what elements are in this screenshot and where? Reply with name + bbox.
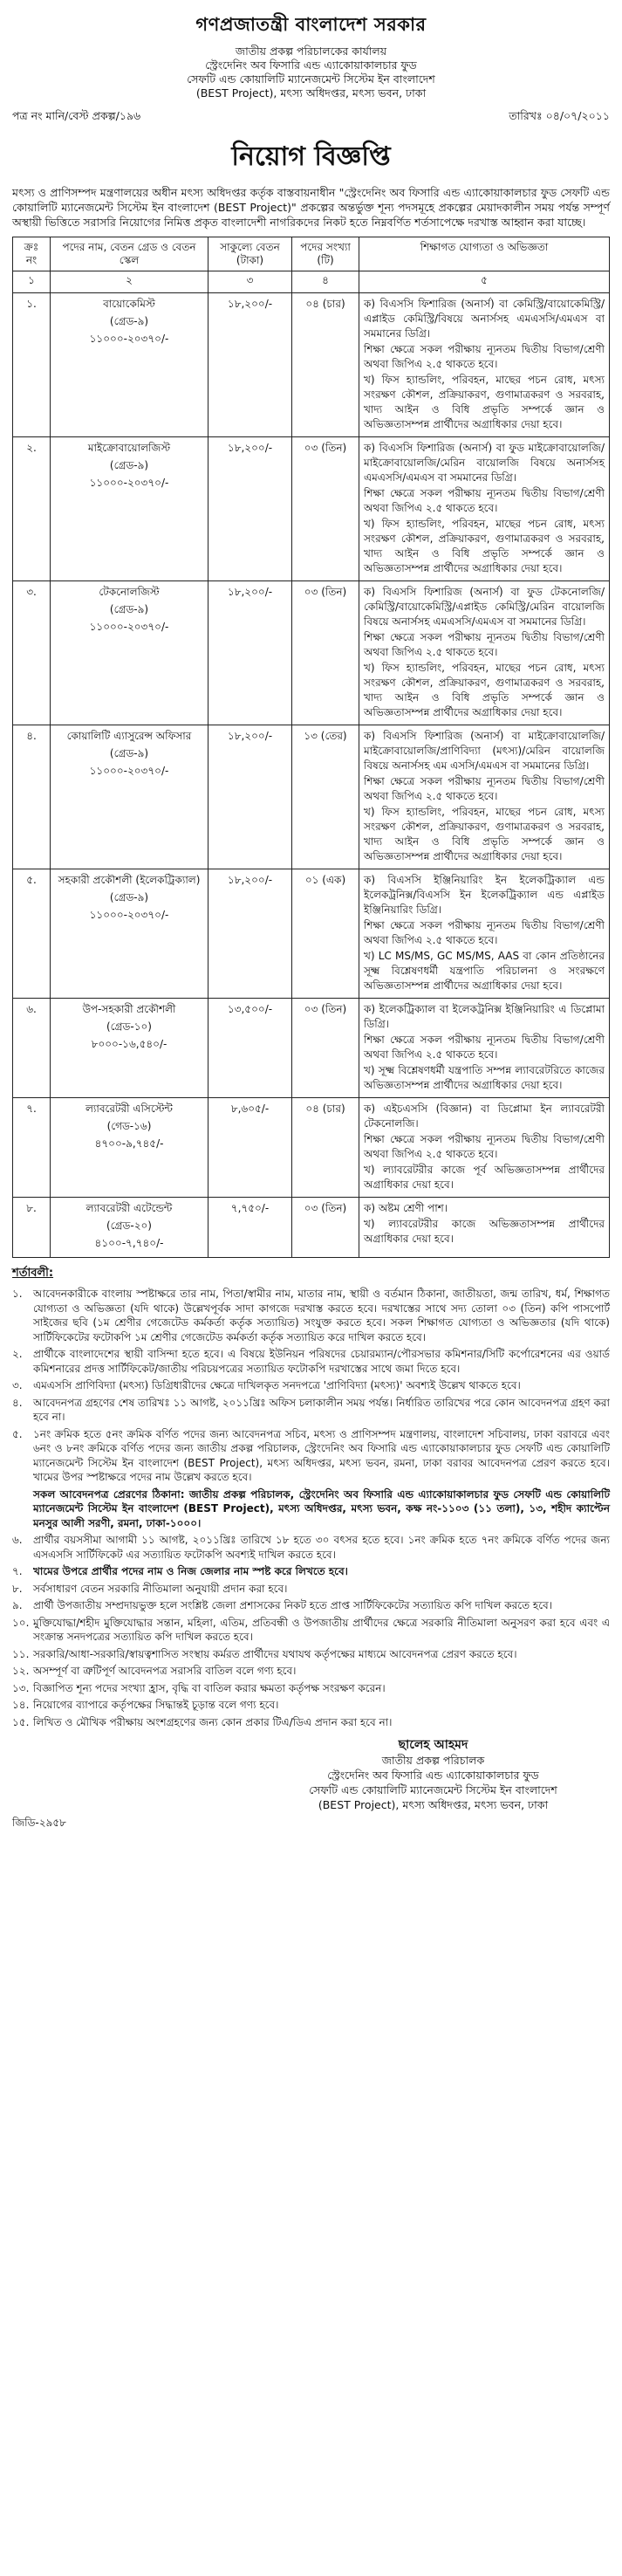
project-line-1: স্ট্রেংদেনিং অব ফিসারি এন্ড এ্যাকোয়াকালচার ফুড [205,58,417,72]
post-grade: (গ্রেড-২০) [106,1219,152,1232]
qualification-line: খ) ফিস হ্যান্ডলিং, পরিবহন, মাছের পচন রোধ, মৎস্য সংরক্ষণ কৌশল, প্রক্রিয়াকরণ, গুণামাত্রকরণ ও সরবরাহ, খাদ্য আইন ও বিধি প্রভৃতি সম্পর্কে জ্ঞান ও অভিজ্ঞতাসম্পন্ন প্রার্থীদের অগ্রাধিকার দেয়া হবে। [364,806,605,862]
term-item [12,1378,610,1393]
post-grade: (গ্রেড-৯) [109,891,149,903]
qualification-line: শিক্ষা ক্ষেত্রে সকল পরীক্ষায় ন্যূনতম দ্বিতীয় বিভাগ/শ্রেণী অথবা জিপিএ ২.৫ থাকতে হবে। [364,487,605,514]
term-text: প্রার্থীকে বাংলাদেশের স্থায়ী বাসিন্দা হতে হবে। এ বিষয়ে ইউনিয়ন পরিষদের চেয়ারম্যান/পৌরসভার কমিশনার/সিটি কর্পোরেশনের এর ওয়ার্ড কমিশনারের প্রদত্ত সার্টিফিকেট/জাতীয় পরিচয়পত্রের সত্যায়িত ফটোকপি দরখাস্তের সাথে জমা দিতে হবে। [33,1348,610,1375]
qualification-line: খ) ল্যাবরেটরীর কাজে অভিজ্ঞতাসম্পন্ন প্রার্থীদের অগ্রাধিকার দেয়া হবে। [364,1218,605,1245]
post-post: টেকনোলজিস্ট [99,586,160,598]
qualification-line: শিক্ষা ক্ষেত্রে সকল পরীক্ষায় ন্যূনতম দ্বিতীয় বিভাগ/শ্রেণী অথবা জিপিএ ২.৫ থাকতে হবে। [364,1034,605,1061]
serial-cell: ১. [13,293,51,437]
post-grade: (গ্রেড-৯) [109,315,149,327]
post-cell [51,581,208,725]
count-cell: ০৩ (তিন) [292,437,359,581]
table-header-row [13,237,610,271]
post-cell [51,725,208,869]
col-num: ৫ [359,271,610,293]
signatory-name: ছালেহ আহমদ [398,1738,468,1752]
term-item [12,1347,610,1376]
qualification-cell [359,869,610,999]
table-row [13,725,610,869]
table-row [13,1198,610,1258]
term-number: ২. [12,1348,23,1360]
memo-date: তারিখঃ ০৪/০৭/২০১১ [509,109,610,122]
intro-paragraph: মৎস্য ও প্রাণিসম্পদ মন্ত্রণালয়ের অধীন মৎস্য অধিদপ্তর কর্তৃক বাস্তবায়নাধীন "স্ট্রেংদেনিং অব ফিসারি এন্ড এ্যাকোয়াকালচার ফুড সেফটি এন্ড কোয়ালিটি ম্যানেজমেন্ট সিস্টেম ইন বাংলাদেশ (BEST Project)" প্রকল্পের অন্তর্ভুক্ত শূন্য পদসমূহে প্রকল্পের মেয়াদকালীন সময় পর্যন্ত সম্পূর্ণ অস্থায়ী ভিত্তিতে সরাসরি নিয়োগের নিমিত্ত প্রকৃত বাংলাদেশী নাগরিকদের নিকট হতে নিম্নবর্ণিত শর্তসাপেক্ষে দরখাস্ত আহ্বান করা যাচ্ছে। [12,186,610,229]
qualification-line: ক) বিএসসি ফিশারিজ (অনার্স) বা মাইক্রোবায়োলজি/মাইক্রোবায়োলজি/প্রাণিবিদ্যা (মৎস্য)/মেরিন বায়োলজি বিষয়ে অনার্সসহ এম এসসি/এমএস বা সমমানের ডিগ্রি। [364,730,605,772]
term-item [12,1533,610,1562]
term-number: ৮. [12,1582,23,1595]
qualification-line: ক) বিএসসি ফিশারিজ (অনার্স) বা ফুড মাইক্রোবায়োলজি/মাইক্রোবায়োলজি/মেরিন বায়োলজি বিষয়ে অনার্সসহ এমএসসি/এমএস বা সমমানের ডিগ্রি। [364,442,605,484]
term-text: সকল আবেদনপত্র প্রেরণের ঠিকানা: জাতীয় প্রকল্প পরিচালক, স্ট্রেংদেনিং অব ফিসারি এন্ড এ্যাকোয়াকালচার ফুড সেফটি এন্ড কোয়ালিটি ম্যানেজমেন্ট সিস্টেম ইন বাংলাদেশ (BEST Project), মৎস্য অধিদপ্তর, মৎস্য ভবন, কক্ষ নং-১১০৩ (১১ তলা), ১৩, শহীদ ক্যাপ্টেন মনসুর আলী সরণী, রমনা, ঢাকা-১০০০। [33,1487,610,1529]
post-cell [51,293,208,437]
signatory-line-1: স্ট্রেংদেনিং অব ফিসারি এন্ড এ্যাকোয়াকালচার ফুড [327,1769,539,1782]
post-post: উপ-সহকারী প্রকৌশলী [82,1003,176,1015]
salary-cell: ১৮,২০০/- [208,437,292,581]
qualification-cell [359,1198,610,1258]
memo-row [12,109,610,127]
qualification-line: খ) LC MS/MS, GC MS/MS, AAS বা কোন প্রতিষ্ঠানের সূক্ষ্ম বিশ্লেষণধর্মী যন্ত্রপাতি পরিচালনা ও সংরক্ষণে অভিজ্ঞতাসম্পন্ন প্রার্থীদের অগ্রাধিকার দেয়া হবে। [364,950,605,992]
post-cell [51,1098,208,1198]
term-number [12,1487,33,1531]
salary-cell: ৮,৬০৫/- [208,1098,292,1198]
notice-title: নিয়োগ বিজ্ঞপ্তি [231,141,391,172]
qualification-line: খ) ফিস হ্যান্ডলিং, পরিবহন, মাছের পচন রোধ, মৎস্য সংরক্ষণ কৌশল, প্রক্রিয়াকরণ, গুণামাত্রকরণ ও সরবরাহ, খাদ্য আইন ও বিধি প্রভৃতি সম্পর্কে জ্ঞান ও অভিজ্ঞতাসম্পন্ন প্রার্থীদের অগ্রাধিকার দেয়া হবে। [364,374,605,430]
post-scale: ১১০০০-২০৩৭০/- [89,333,169,345]
post-scale: ১১০০০-২০৩৭০/- [89,909,169,921]
post-grade: (গ্রেড-৯) [109,603,149,615]
qualification-line: ক) ইলেকট্রিক্যাল বা ইলেকট্রনিক্স ইঞ্জিনিয়ারিং এ ডিপ্লোমা ডিগ্রি। [364,1003,605,1030]
salary-cell: ১৮,২০০/- [208,293,292,437]
qualification-line: খ) ফিস হ্যান্ডলিং, পরিবহন, মাছের পচন রোধ, মৎস্য সংরক্ষণ কৌশল, প্রক্রিয়াকরণ, গুণামাত্রকরণ ও সরবরাহ, খাদ্য আইন ও বিধি প্রভৃতি সম্পর্কে জ্ঞান ও অভিজ্ঞতাসম্পন্ন প্রার্থীদের অগ্রাধিকার দেয়া হবে। [364,662,605,718]
post-cell [51,869,208,999]
term-number: ১৪. [12,1699,30,1711]
term-item [12,1715,610,1730]
post-cell [51,1198,208,1258]
post-post: কোয়ালিটি এ্যাসুরেন্স অফিসার [66,730,192,742]
term-text: প্রার্থী উপজাতীয় সম্প্রদায়ভুক্ত হলে সংশ্লিষ্ট জেলা প্রশাসকের নিকট হতে প্রাপ্ত সার্টিফিকেটের সত্যায়িত কপি দাখিল করতে হবে। [33,1599,553,1611]
term-number: ৩. [12,1379,23,1391]
salary-cell: ১৮,২০০/- [208,869,292,999]
term-item [12,1396,610,1425]
post-grade: (গ্রেড-১০) [106,1020,152,1033]
post-post: বায়োকেমিস্ট [103,298,155,310]
header-serial: ক্রঃ নং [13,237,51,271]
salary-cell: ১৮,২০০/- [208,581,292,725]
post-scale: ১১০০০-২০৩৭০/- [89,477,169,489]
header-post: পদের নাম, বেতন গ্রেড ও বেতন স্কেল [51,237,208,271]
term-number: ১১. [12,1647,30,1660]
term-text: ১নং ক্রমিক হতে ৫নং ক্রমিক বর্ণিত পদের জন্য আবেদনপত্র সচিব, মৎস্য ও প্রাণিসম্পদ মন্ত্রণালয়, বাংলাদেশ সচিবালয়, ঢাকা বরাবরে এবং ৬নং ও ৮নং ক্রমিকে বর্ণিত পদের জন্য জাতীয় প্রকল্প পরিচালক, স্ট্রেংদেনিং অব ফিসারি এন্ড এ্যাকোয়াকালচার ফুড সেফটি এন্ড কোয়ালিটি ম্যানেজমেন্ট সিস্টেম ইন বাংলাদেশ (BEST Project), মৎস্য অধিদপ্তর, মৎস্য ভবন, রমনা, ঢাকা বরাবর আবেদনপত্র প্রেরণ করতে হবে। খামের উপর স্পষ্টাক্ষরে পদের নাম উল্লেখ করতে হবে। [33,1427,610,1483]
term-number: ৫. [12,1427,23,1440]
qualification-cell [359,437,610,581]
post-cell [51,999,208,1098]
qualification-line: ক) বিএসসি ইঞ্জিনিয়ারিং ইন ইলেকট্রিক্যাল এন্ড ইলেকট্রনিক্স/বিএসসি ইন ইলেকট্রিক্যাল এন্ড এপ্লাইড ইঞ্জিনিয়ারিং ডিগ্রি। [364,874,605,916]
count-cell: ০৪ (চার) [292,293,359,437]
term-number: ৬. [12,1534,23,1546]
post-grade: (গেড-১৬) [106,1120,152,1132]
post-scale: ১১০০০-২০৩৭০/- [89,765,169,777]
post-post: মাইক্রোবায়োলজিস্ট [87,442,171,454]
count-cell: ০৩ (তিন) [292,1198,359,1258]
government-title: গণপ্রজাতন্ত্রী বাংলাদেশ সরকার [195,14,427,35]
table-row [13,869,610,999]
term-text: খামের উপরে প্রার্থীর পদের নাম ও নিজ জেলার নাম স্পষ্ট করে লিখতে হবে। [33,1565,348,1577]
term-text: মুক্তিযোদ্ধা/শহীদ মুক্তিযোদ্ধার সন্তান, মহিলা, এতিম, প্রতিবন্ধী ও উপজাতীয় প্রার্থীদের ক্ষেত্রে সরকারি নীতিমালা অনুসরণ করা হবে এবং এ সংক্রান্ত সনদপত্রের সত্যায়িত কপি দাখিল করতে হবে। [33,1616,610,1643]
post-post: ল্যাবরেটরী এটেন্ডেন্ট [85,1202,173,1214]
term-item [12,1681,610,1696]
term-item [12,1698,610,1713]
serial-cell: ৪. [13,725,51,869]
table-row [13,437,610,581]
post-post: ল্যাবরেটরী এসিস্টেন্ট [85,1103,174,1115]
term-text: লিখিত ও মৌখিক পরীক্ষায় অংশগ্রহণের জন্য কোন প্রকার টিএ/ডিএ প্রদান করা হবে না। [33,1715,393,1728]
table-row [13,293,610,437]
serial-cell: ৬. [13,999,51,1098]
term-text: প্রার্থীর বয়সসীমা আগামী ১১ আগষ্ট, ২০১১খ্রিঃ তারিখে ১৮ হতে ৩০ বৎসর হতে হবে। ১নং ক্রমিক হতে ৭নং ক্রমিকে বর্ণিত পদের জন্য এসএসসি সার্টিফিকেট এর সত্যায়িত ফটোকপি অবশ্যই দাখিল করতে হবে। [33,1534,610,1561]
term-item [12,1598,610,1613]
term-text: অসম্পূর্ণ বা ত্রুটিপূর্ণ আবেদনপত্র সরাসরি বাতিল বলে গণ্য হবে। [33,1665,297,1677]
col-num: ৩ [208,271,292,293]
table-row [13,999,610,1098]
term-item [12,1647,610,1662]
term-number: ১২. [12,1665,30,1677]
term-number: ৪. [12,1396,23,1409]
column-number-row [13,271,610,293]
qualification-line: ক) এইচএসসি (বিজ্ঞান) বা ডিপ্লোমা ইন ল্যাবরেটরী টেকনোলজি। [364,1103,605,1130]
term-number: ১৫. [12,1715,30,1728]
qualification-line: খ) সূক্ষ্ম বিশ্লেষণধর্মী যন্ত্রপাতি সম্পন্ন ল্যাবরেটরিতে কাজের অভিজ্ঞতাসম্পন্ন প্রার্থীদের অগ্রাধিকার দেয়া হবে। [364,1064,605,1091]
term-item [12,1427,610,1485]
post-scale: ৪৭০০-৯,৭৪৫/- [94,1137,164,1150]
term-text: আবেদনকারীকে বাংলায় স্পষ্টাক্ষরে তার নাম, পিতা/স্বামীর নাম, মাতার নাম, স্থায়ী ও বর্তমান ঠিকানা, জাতীয়তা, জন্ম তারিখ, ধর্ম, শিক্ষাগত যোগ্যতা ও অভিজ্ঞতা (যদি থাকে) উল্লেখপূর্বক সাদা কাগজে দরখাস্ত করতে হবে। দরখাস্তের সাথে সদ্য তোলা ০৩ (তিন) কপি পাসপোর্ট সাইজের ছবি (১ম শ্রেণীর গেজেটেড কর্মকর্তা কর্তৃক সত্যায়িত) সংযুক্ত করতে হবে। সকল শিক্ষাগত যোগ্যতা ও অভিজ্ঞতার (যদি থাকে) সার্টিফিকেটের ফটোকপি ১ম শ্রেণীর গেজেটেড কর্মকর্তা কর্তৃক সত্যায়িত করে দাখিল করতে হবে। [33,1288,610,1343]
post-scale: ৮০০০-১৬,৫৪০/- [91,1038,167,1050]
count-cell: ০১ (এক) [292,869,359,999]
term-number: ৭. [12,1565,23,1577]
vacancy-table-body [13,293,610,1258]
qualification-cell [359,725,610,869]
serial-cell: ৫. [13,869,51,999]
post-grade: (গ্রেড-৯) [109,747,149,759]
table-row [13,581,610,725]
qualification-line: ক) বিএসসি ফিশারিজ (অনার্স) বা ফুড টেকনোলজি/কেমিস্ট্রি/বায়োকেমিস্ট্রি/এপ্লাইড কেমিস্ট্রি/মেরিন বায়োলজি বিষয়ে অনার্সসহ এমএসসি/এমএস বা সমমানের ডিগ্রি। [364,586,605,628]
serial-cell: ৭. [13,1098,51,1198]
count-cell: ০৩ (তিন) [292,581,359,725]
qualification-line: ক) বিএসসি ফিশারিজ (অনার্স) বা কেমিস্ট্রি/বায়োকেমিস্ট্রি/এপ্লাইড কেমিস্ট্রি/বিষয়ে অনার্সসহ এমএসসি/এমএস বা সমমানের ডিগ্রি। [364,298,605,340]
signature-block [256,1738,610,1812]
qualification-line: শিক্ষা ক্ষেত্রে সকল পরীক্ষায় ন্যূনতম দ্বিতীয় বিভাগ/শ্রেণী অথবা জিপিএ ২.৫ থাকতে হবে। [364,631,605,658]
qualification-line: ক) অষ্টম শ্রেণী পাশ। [364,1202,448,1214]
signatory-line-3: (BEST Project), মৎস্য অধিদপ্তর, মৎস্য ভবন, ঢাকা [318,1798,549,1811]
memo-number: পত্র নং মানি/বেস্ট প্রকল্প/১৯৬ [12,109,141,122]
header [12,10,610,100]
salary-cell: ৭,৭৫০/- [208,1198,292,1258]
term-text: সর্বসাধারণ বেতন সরকারি নীতিমালা অনুযায়ী প্রদান করা হবে। [33,1582,288,1595]
qualification-line: শিক্ষা ক্ষেত্রে সকল পরীক্ষায় ন্যূনতম দ্বিতীয় বিভাগ/শ্রেণী অথবা জিপিএ ২.৫ থাকতে হবে। [364,775,605,802]
post-scale: ৪১০০-৭,৭৪০/- [94,1237,164,1249]
term-item [12,1487,610,1531]
serial-cell: ৩. [13,581,51,725]
terms-list [12,1287,610,1729]
qualification-line: শিক্ষা ক্ষেত্রে সকল পরীক্ষায় ন্যূনতম দ্বিতীয় বিভাগ/শ্রেণী অথবা জিপিএ ২.৫ থাকতে হবে। [364,1133,605,1160]
serial-cell: ৮. [13,1198,51,1258]
post-scale: ১১০০০-২০৩৭০/- [89,621,169,633]
header-qualification: শিক্ষাগত যোগ্যতা ও অভিজ্ঞতা [359,237,610,271]
qualification-line: খ) ফিস হ্যান্ডলিং, পরিবহন, মাছের পচন রোধ, মৎস্য সংরক্ষণ কৌশল, প্রক্রিয়াকরণ, গুণামাত্রকরণ ও সরবরাহ, খাদ্য আইন ও বিধি প্রভৃতি সম্পর্কে জ্ঞান ও অভিজ্ঞতাসম্পন্ন প্রার্থীদের অগ্রাধিকার দেয়া হবে। [364,518,605,574]
post-cell [51,437,208,581]
qualification-line: খ) ল্যাবরেটরীর কাজে পূর্ব অভিজ্ঞতাসম্পন্ন প্রার্থীদের অগ্রাধিকার দেয়া হবে। [364,1164,605,1191]
term-text: নিয়োগের ব্যাপারে কর্তৃপক্ষের সিদ্ধান্তই চূড়ান্ত বলে গণ্য হবে। [33,1699,279,1711]
term-text: বিজ্ঞাপিত শূন্য পদের সংখ্যা হ্রাস, বৃদ্ধি বা বাতিল করার ক্ষমতা কর্তৃপক্ষ সংরক্ষণ করেন। [33,1681,386,1694]
term-item [12,1287,610,1344]
term-item [12,1616,610,1645]
post-grade: (গ্রেড-৯) [109,459,149,471]
term-number: ১০. [12,1616,30,1629]
serial-cell: ২. [13,437,51,581]
header-salary: সাকুল্যে বেতন (টাকা) [208,237,292,271]
term-number: ১৩. [12,1681,30,1694]
col-num: ২ [51,271,208,293]
count-cell: ০৩ (তিন) [292,999,359,1098]
qualification-cell [359,1098,610,1198]
project-line-2: সেফটি এন্ড কোয়ালিটি ম্যানেজমেন্ট সিস্টেম ইন বাংলাদেশ [187,72,435,86]
terms-title: শর্তাবলী: [12,1267,54,1280]
salary-cell: ১৮,২০০/- [208,725,292,869]
header-count: পদের সংখ্যা (টি) [292,237,359,271]
signatory-title: জাতীয় প্রকল্প পরিচালক [381,1754,485,1767]
post-post: সহকারী প্রকৌশলী (ইলেকট্রিক্যাল) [58,874,201,886]
footer-code: জিডি-২৯৫৮ [12,1817,66,1829]
office-line: জাতীয় প্রকল্প পরিচালকের কার্যালয় [235,45,387,58]
vacancy-table [12,237,610,1258]
term-item [12,1582,610,1597]
col-num: ১ [13,271,51,293]
project-line-3: (BEST Project), মৎস্য অধিদপ্তর, মৎস্য ভবন, ঢাকা [195,86,427,100]
signatory-line-2: সেফটি এন্ড কোয়ালিটি ম্যানেজমেন্ট সিস্টেম ইন বাংলাদেশ [309,1783,557,1796]
col-num: ৪ [292,271,359,293]
term-text: এমএসসি প্রাণিবিদ্যা (মৎস্য) ডিগ্রিধারীদের ক্ষেত্রে দাখিলকৃত সনদপত্রে 'প্রাণিবিদ্যা (মৎস্য)' অবশ্যই উল্লেখ থাকতে হবে। [33,1379,521,1391]
salary-cell: ১৩,৫০০/- [208,999,292,1098]
qualification-cell [359,581,610,725]
term-text: আবেদনপত্র গ্রহণের শেষ তারিখঃ ১১ আগষ্ট, ২০১১খ্রিঃ অফিস চলাকালীন সময় পর্যন্ত। নির্ধারিত তারিখের পরে কোন আবেদনপত্র গ্রহণ করা হবে না। [33,1396,610,1423]
count-cell: ০৪ (চার) [292,1098,359,1198]
qualification-cell [359,999,610,1098]
term-text: সরকারি/আধা-সরকারি/স্বায়ত্বশাসিত সংস্থায় কর্মরত প্রার্থীদের যথাযথ কর্তৃপক্ষের মাধ্যমে আবেদনপত্র প্রেরণ করতে হবে। [33,1647,517,1660]
qualification-line: শিক্ষা ক্ষেত্রে সকল পরীক্ষায় ন্যূনতম দ্বিতীয় বিভাগ/শ্রেণী অথবা জিপিএ ২.৫ থাকতে হবে। [364,919,605,946]
term-number: ১. [12,1288,23,1300]
count-cell: ১৩ (তের) [292,725,359,869]
term-item [12,1564,610,1579]
qualification-cell [359,293,610,437]
term-number: ৯. [12,1599,23,1611]
table-row [13,1098,610,1198]
term-item [12,1664,610,1679]
qualification-line: শিক্ষা ক্ষেত্রে সকল পরীক্ষায় ন্যূনতম দ্বিতীয় বিভাগ/শ্রেণী অথবা জিপিএ ২.৫ থাকতে হবে। [364,343,605,370]
